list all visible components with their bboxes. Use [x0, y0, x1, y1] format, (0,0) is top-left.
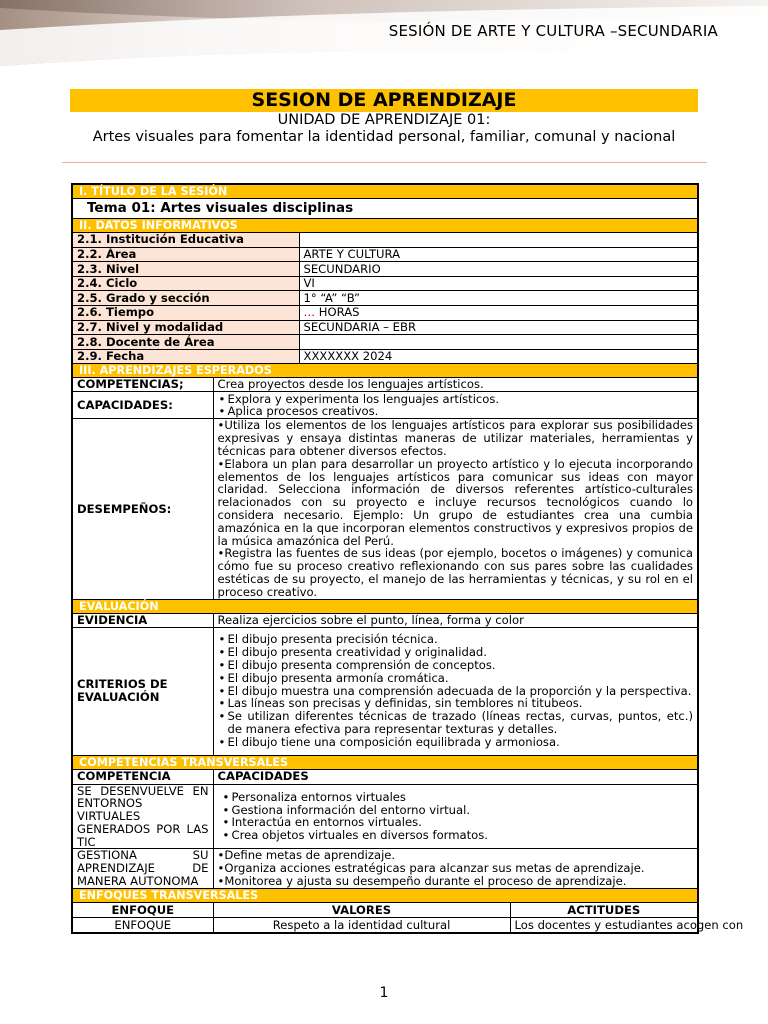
info-row: [72, 233, 698, 248]
session-topic: Tema 01: Artes visuales disciplinas: [72, 199, 698, 219]
info-value: [299, 335, 698, 350]
info-value: VI: [299, 276, 698, 291]
evidencia-value: Realiza ejercicios sobre el punto, línea, forma y color: [213, 613, 698, 627]
col-competencia: COMPETENCIA: [72, 769, 213, 784]
capacidad-autonoma-item: •Define metas de aprendizaje.: [217, 848, 396, 863]
info-row: [72, 247, 698, 262]
capacidades-cell: [213, 392, 698, 419]
desempeno-item: •Elabora un plan para desarrollar un proyecto artístico y lo ejecuta incorporando elementos de los lenguajes artísticos para comunicar sus ideas con mayor claridad. Selecciona información de diversos referentes artístico-culturales relacionados con su proyecto e incluye recursos tecnológicos cuando lo considera necesario. Ejemplo: Un grupo de estudiantes crea una cumbia amazónica en la que incorporan elementos constructivos y expresivos propios de la música amazónica del Perú.: [217, 456, 694, 548]
criterios-label: CRITERIOS DE EVALUACIÓN: [72, 627, 213, 755]
page-title: SESION DE APRENDIZAJE: [70, 89, 698, 112]
info-label: 2.1. Institución Educativa: [72, 233, 299, 248]
header-title: SESIÓN DE ARTE Y CULTURA –SECUNDARIA: [388, 22, 718, 40]
capacidades-tic: [213, 784, 698, 849]
criterio-item: • Las líneas son precisas y definidas, sin temblores ni titubeos.: [228, 697, 694, 710]
session-table: [71, 183, 744, 934]
section-title-2: II. DATOS INFORMATIVOS: [72, 219, 698, 233]
header-band: [0, 0, 768, 70]
page-number: 1: [379, 985, 389, 1001]
info-label: 2.6. Tiempo: [72, 305, 299, 320]
capacidad-tic-item: • Personaliza entornos virtuales: [232, 791, 694, 804]
section-title-3: III. APRENDIZAJES ESPERADOS: [72, 364, 698, 378]
col-enfoque: ENFOQUE: [72, 903, 213, 918]
competencia-tic: SE DESENVUELVE EN ENTORNOS VIRTUALES GENERADOS POR LAS TIC: [72, 784, 213, 849]
desempenos-cell: [213, 419, 698, 599]
capacidades-autonoma: [213, 849, 698, 889]
capacidad-tic-item: • Crea objetos virtuales en diversos formatos.: [232, 829, 694, 842]
section-title-transversales: COMPETENCIAS TRANSVERSALES: [72, 755, 698, 769]
info-label: 2.3. Nivel: [72, 262, 299, 277]
criterio-item: • El dibujo presenta creatividad y originalidad.: [228, 646, 694, 659]
unit-subtitle: Artes visuales para fomentar la identidad personal, familiar, comunal y nacional: [92, 129, 676, 145]
info-value: SECUNDARIO: [299, 262, 698, 277]
criterio-item: • El dibujo tiene una composición equilibrada y armoniosa.: [228, 736, 694, 749]
info-value: XXXXXXX 2024: [299, 349, 698, 364]
section-title-enfoques: ENFOQUES TRANSVERSALES: [72, 889, 698, 903]
info-label: 2.7. Nivel y modalidad: [72, 320, 299, 335]
criterio-item: • El dibujo presenta precisión técnica.: [228, 633, 694, 646]
time-placeholder: …: [303, 305, 316, 320]
criterio-item: • El dibujo presenta comprensión de conceptos.: [228, 659, 694, 672]
info-label: 2.9. Fecha: [72, 349, 299, 364]
unit-label: UNIDAD DE APRENDIZAJE 01:: [277, 112, 491, 128]
competencias-label: COMPETENCIAS;: [72, 378, 213, 392]
info-row: [72, 305, 698, 320]
info-row: [72, 349, 698, 364]
info-row: [72, 320, 698, 335]
info-value: [299, 305, 698, 320]
valor-value: Respeto a la identidad cultural: [213, 918, 510, 933]
info-row: [72, 262, 698, 277]
desempenos-label: DESEMPEÑOS:: [72, 419, 213, 599]
info-value: SECUNDARIA – EBR: [299, 320, 698, 335]
col-capacidades: CAPACIDADES: [213, 769, 698, 784]
evidencia-label: EVIDENCIA: [72, 613, 213, 627]
info-value: 1° “A” “B”: [299, 291, 698, 306]
time-unit: HORAS: [318, 305, 360, 320]
actitud-value: Los docentes y estudiantes acogen con: [510, 918, 698, 933]
enfoque-value: ENFOQUE: [72, 918, 213, 933]
info-value: [299, 233, 698, 248]
info-label: 2.4. Ciclo: [72, 276, 299, 291]
info-label: 2.2. Área: [72, 247, 299, 262]
criterio-item: • Se utilizan diferentes técnicas de trazado (líneas rectas, curvas, puntos, etc.) de manera efectiva para representar texturas y detalles.: [228, 710, 694, 736]
capacidad-item: • Aplica procesos creativos.: [228, 405, 694, 418]
divider: [62, 162, 707, 163]
desempeno-item: •Registra las fuentes de sus ideas (por ejemplo, bocetos o imágenes) y comunica cómo fue su proceso creativo reflexionando con sus pares sobre las cualidades estéticas de su proyecto, el manejo de las herramientas y técnicas, y su rol en el proceso creativo.: [217, 546, 694, 599]
section-title-1: I. TÍTULO DE LA SESIÓN: [72, 184, 698, 199]
info-row: [72, 291, 698, 306]
info-label: 2.5. Grado y sección: [72, 291, 299, 306]
criterio-item: • El dibujo muestra una comprensión adecuada de la proporción y la perspectiva.: [228, 685, 694, 698]
info-row: [72, 276, 698, 291]
capacidad-autonoma-item: •Monitorea y ajusta su desempeño durante el proceso de aprendizaje.: [217, 874, 627, 889]
capacidad-tic-item: • Interactúa en entornos virtuales.: [232, 816, 694, 829]
info-label: 2.8. Docente de Área: [72, 335, 299, 350]
criterios-cell: [213, 627, 698, 755]
capacidad-autonoma-item: •Organiza acciones estratégicas para alcanzar sus metas de aprendizaje.: [217, 861, 645, 876]
competencias-value: Crea proyectos desde los lenguajes artísticos.: [213, 378, 698, 392]
desempeno-item: •Utiliza los elementos de los lenguajes artísticos para explorar sus posibilidades expresivas y ensaya distintas maneras de utilizar materiales, herramientas y técnicas para obtener diversos efectos.: [217, 418, 694, 458]
competencia-autonoma: GESTIONA SU APRENDIZAJE DE MANERA AUTONOMA: [72, 849, 213, 889]
info-row: [72, 335, 698, 350]
section-title-evaluacion: EVALUACIÓN: [72, 599, 698, 613]
info-value: ARTE Y CULTURA: [299, 247, 698, 262]
col-valores: VALORES: [213, 903, 510, 918]
capacidades-label: CAPACIDADES:: [72, 392, 213, 419]
capacidad-item: • Explora y experimenta los lenguajes artísticos.: [228, 393, 694, 406]
capacidad-tic-item: • Gestiona información del entorno virtual.: [232, 804, 694, 817]
criterio-item: • El dibujo presenta armonía cromática.: [228, 672, 694, 685]
col-actitudes: ACTITUDES: [510, 903, 698, 918]
